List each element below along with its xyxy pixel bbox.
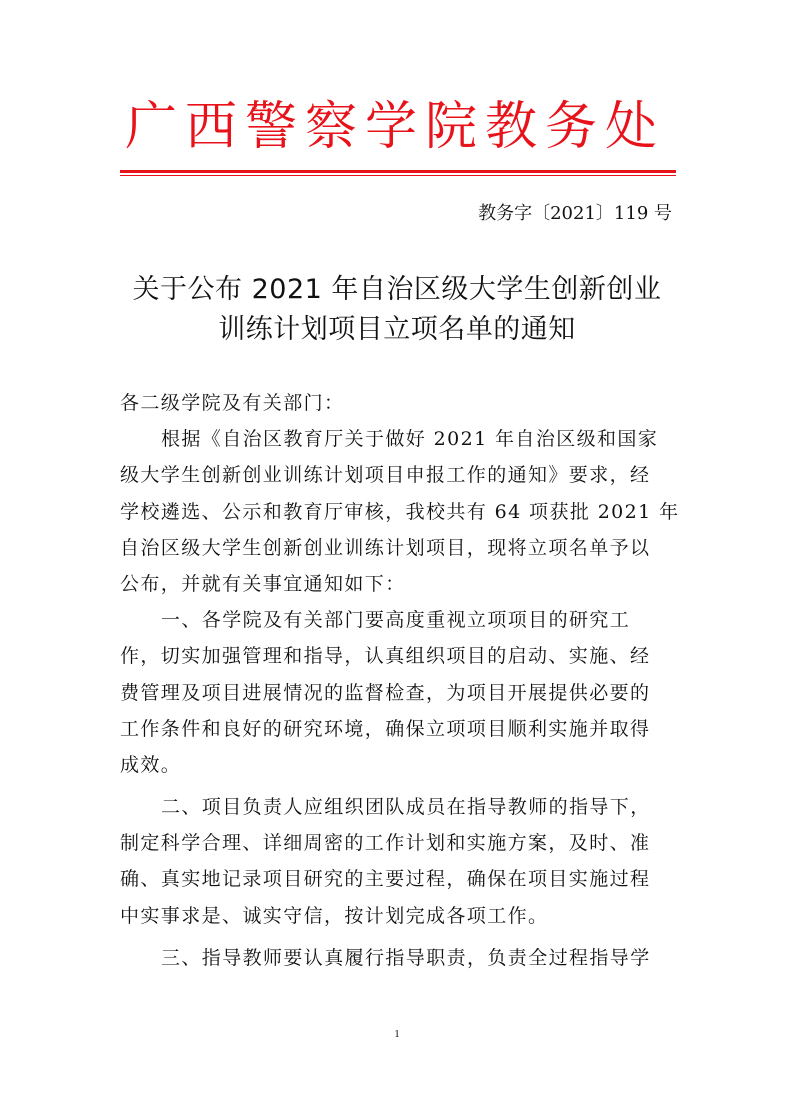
masthead-title: 广西警察学院教务处 — [124, 97, 665, 157]
salutation: 各二级学院及有关部门： — [120, 392, 345, 414]
paragraph-line: 一、各学院及有关部门要高度重视立项项目的研究工 — [161, 609, 631, 632]
paragraph-line: 自治区级大学生创新创业训练计划项目，现将立项名单予以 — [120, 536, 651, 559]
title-line: 关于公布 2021 年自治区级大学生创新创业 — [132, 274, 662, 305]
paragraph-line: 根据《自治区教育厅关于做好 2021 年自治区级和国家 — [161, 428, 659, 451]
paragraph-line: 公布，并就有关事宜通知如下： — [120, 572, 406, 595]
paragraph-line: 制定科学合理、详细周密的工作计划和实施方案，及时、准 — [120, 832, 651, 855]
paragraph-line: 级大学生创新创业训练计划项目申报工作的通知》要求，经 — [120, 464, 651, 487]
paragraph-line: 工作条件和良好的研究环境，确保立项项目顺利实施并取得 — [120, 717, 651, 740]
paragraph-line: 二、项目负责人应组织团队成员在指导教师的指导下， — [161, 796, 651, 819]
paragraph-line: 中实事求是、诚实守信，按计划完成各项工作。 — [120, 904, 549, 927]
paragraph-line: 学校遴选、公示和教育厅审核，我校共有 64 项获批 2021 年 — [120, 500, 680, 523]
masthead-rule-thick — [120, 170, 676, 173]
paragraph-line: 确、真实地记录项目研究的主要过程，确保在项目实施过程 — [120, 868, 651, 891]
paragraph-line: 费管理及项目进展情况的监督检查，为项目开展提供必要的 — [120, 681, 651, 704]
masthead-rule-thin — [120, 175, 676, 176]
paragraph-line: 三、指导教师要认真履行指导职责，负责全过程指导学 — [161, 946, 651, 969]
page-number: 1 — [394, 1028, 400, 1040]
title-line: 训练计划项目立项名单的通知 — [218, 314, 576, 345]
document-number: 教务字〔2021〕119 号 — [478, 203, 672, 224]
paragraph-line: 成效。 — [120, 753, 182, 776]
notice-title — [80, 270, 714, 350]
notice-body — [120, 385, 680, 976]
paragraph-line: 作，切实加强管理和指导，认真组织项目的启动、实施、经 — [120, 645, 651, 668]
